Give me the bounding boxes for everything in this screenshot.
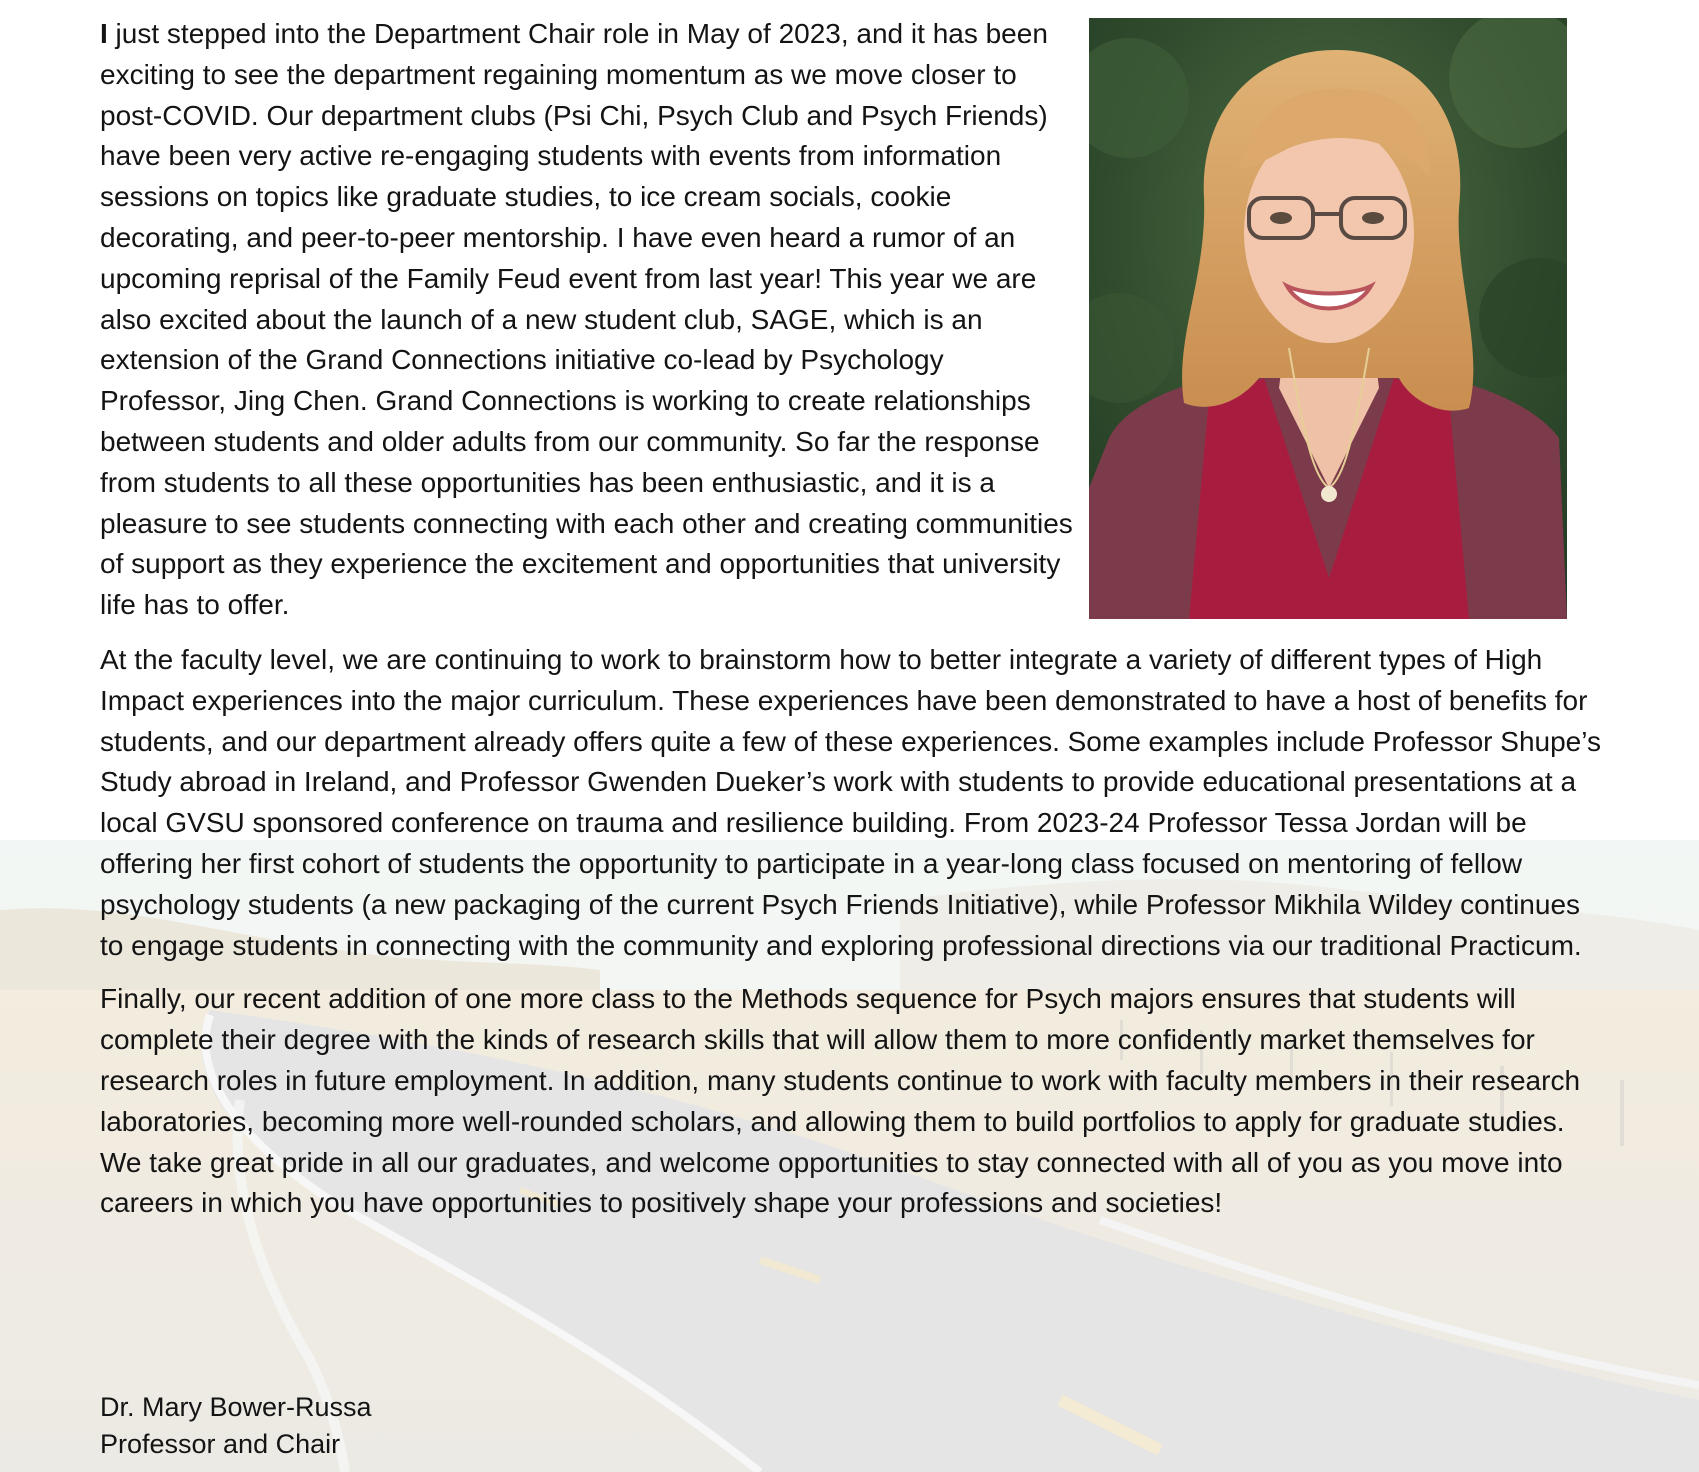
drop-cap: I xyxy=(100,18,108,49)
signature-name: Dr. Mary Bower-Russa xyxy=(100,1392,372,1422)
letter-body xyxy=(100,14,1620,1224)
methods-paragraph: Finally, our recent addition of one more class to the Methods sequence for Psych majors ensures that students will complete their degree with the kinds of research skills that will allow them to more confidently market themselves for research roles in future employment. In addition, many students continue to work with faculty members in their research laboratories, becoming more well-rounded scholars, and allowing them to build portfolios to apply for graduate studies. We take great pride in all our graduates, and welcome opportunities to stay connected with all of you as you move into careers in which you have opportunities to positively shape your professions and societies! xyxy=(100,983,1581,1219)
signature-title: Professor and Chair xyxy=(100,1429,341,1459)
intro-paragraph xyxy=(100,14,1075,626)
intro-text: just stepped into the Department Chair role in May of 2023, and it has been exciting to see the department regaining momentum as we move closer to post-COVID. Our department clubs (Psi Chi, Psych Club and Psych Friends) have been very active re-engaging students with events from information sessions on topics like graduate studies, to ice cream socials, cookie decorating, and peer-to-peer mentorship. I have even heard a rumor of an upcoming reprisal of the Family Feud event from last year! This year we are also excited about the launch of a new student club, SAGE, which is an extension of the Grand Connections initiative co-lead by Psychology Professor, Jing Chen. Grand Connections is working to create relationships between students and older adults from our community. So far the response from students to all these opportunities has been enthusiastic, and it is a pleasure to see students connecting with each other and creating communities of support as they experience the excitement and opportunities that university life has to offer. xyxy=(100,18,1073,621)
signature-block xyxy=(100,1389,372,1463)
faculty-paragraph: At the faculty level, we are continuing to work to brainstorm how to better integrate a variety of different types of High Impact experiences into the major curriculum. These experiences have been demonstrated to have a host of benefits for students, and our department already offers quite a few of these experiences. Some examples include Professor Shupe’s Study abroad in Ireland, and Professor Gwenden Dueker’s work with students to provide educational presentations at a local GVSU sponsored conference on trauma and resilience building. From 2023-24 Professor Tessa Jordan will be offering her first cohort of students the opportunity to participate in a year-long class focused on mentoring of fellow psychology students (a new packaging of the current Psych Friends Initiative), while Professor Mikhila Wildey continues to engage students in connecting with the community and exploring professional directions via our traditional Practicum. xyxy=(100,643,1601,961)
